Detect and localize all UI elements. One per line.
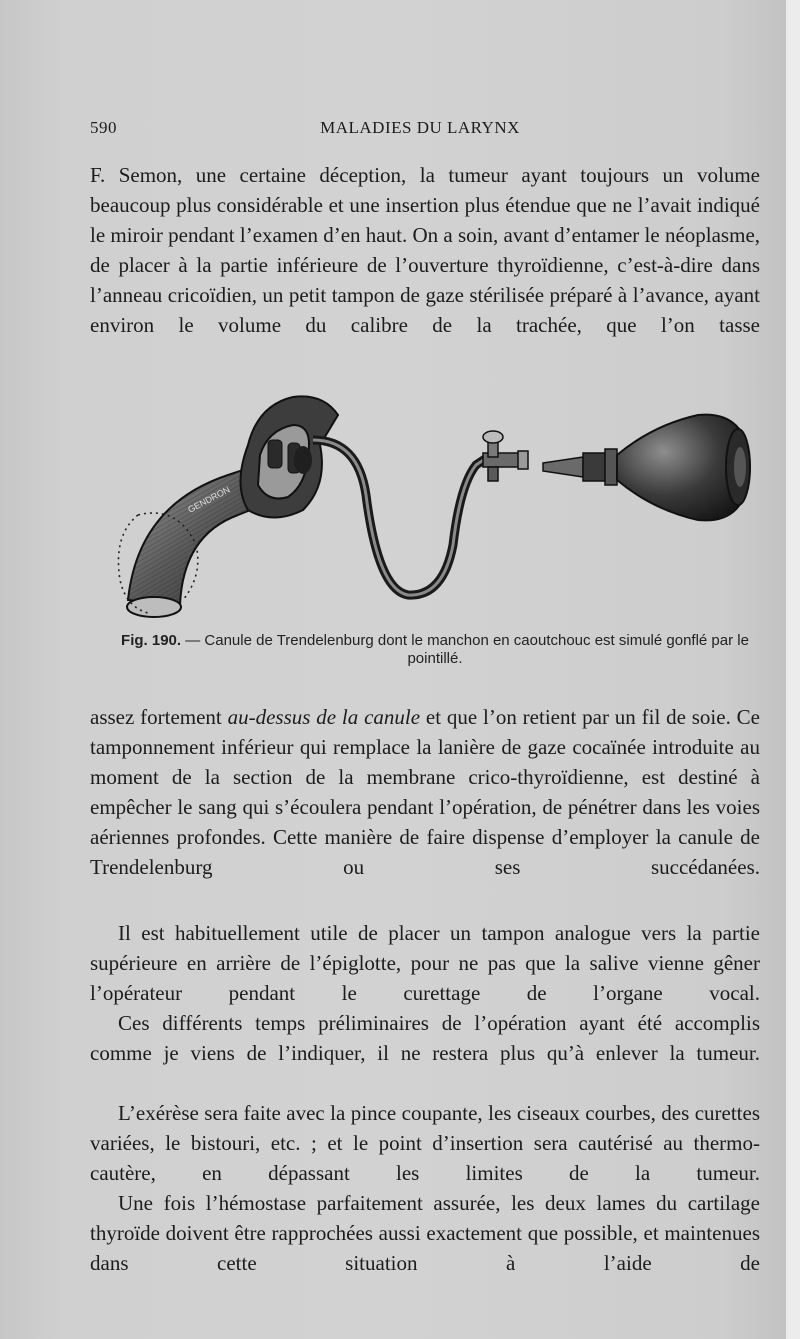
paragraph-1: F. Semon, une certaine déception, la tumeur ayant toujours un volume beaucoup plus considérable et une insertion plus étendue que ne l’avait indiqué le miroir pendant l’examen d’en haut. On a soin, avant d’entamer le néoplasme, de placer à la partie inférieure de l’ouverture thyroïdienne, c’est-à-dire dans l’anneau cricoïdien, un petit tampon de gaze stérilisée préparé à l’avance, ayant environ le volume du calibre de la trachée, que l’on tasse: [90, 163, 761, 337]
paragraph-5: L’exérèse sera faite avec la pince coupante, les ciseaux courbes, des curettes variées, le bistouri, etc. ; et le point d’insertion sera cautérisé au thermo-cautère, en dépassant les limites de la tumeur.: [90, 1101, 760, 1185]
paragraph-4: Ces différents temps préliminaires de l’opération ayant été accomplis comme je viens de l’indiquer, il ne restera plus qu’à enlever la tumeur.: [90, 1011, 760, 1065]
figure-number: Fig. 190.: [121, 632, 182, 649]
running-title: MALADIES DU LARYNX: [320, 118, 520, 137]
paragraph-2-start: assez fortement: [90, 705, 228, 729]
trendelenburg-cannula-illustration: [108, 385, 758, 630]
engraved-label: GENDRON: [186, 484, 232, 515]
cannula-flange: [241, 396, 339, 517]
paragraph-3: Il est habituellement utile de placer un tampon analogue vers la partie supérieure en arrière de l’épiglotte, pour ne pas que la salive vienne gêner l’opérateur pendant le curettage de l’organe vocal.: [90, 921, 760, 1005]
paragraph-2-emphasis: au-dessus de la canule: [227, 705, 421, 729]
insufflation-bulb: [617, 415, 750, 521]
page-number: 590: [90, 118, 117, 137]
connecting-tube: [313, 440, 488, 595]
page-edge: [786, 0, 800, 1339]
stopcock-valve: [483, 431, 528, 481]
paragraph-2-rest: et que l’on retient par un fil de soie. Ce tamponnement inférieur qui remplace la lanière de gaze cocaïnée introduite au moment de la section de la membrane crico-thyroïdienne, est destiné à empêcher le sang qui s’écoulera pendant l’opération, de pénétrer dans les voies aériennes profondes. Cette manière de faire dispense d’employer la canule de Trendelenburg ou ses succédanées.: [90, 705, 760, 879]
figure-caption: [110, 632, 760, 668]
paragraph-2: [90, 702, 760, 882]
running-header: [90, 118, 750, 142]
paragraph-6: Une fois l’hémostase parfaitement assurée, les deux lames du cartilage thyroïde doivent être rapprochées aussi exactement que possible, et maintenues dans cette situation à l’aide de: [90, 1191, 760, 1275]
figure-caption-text: — Canule de Trendelenburg dont le manchon en caoutchouc est simulé gonflé par le pointillé.: [181, 632, 749, 667]
bulb-nozzle: [543, 449, 617, 485]
